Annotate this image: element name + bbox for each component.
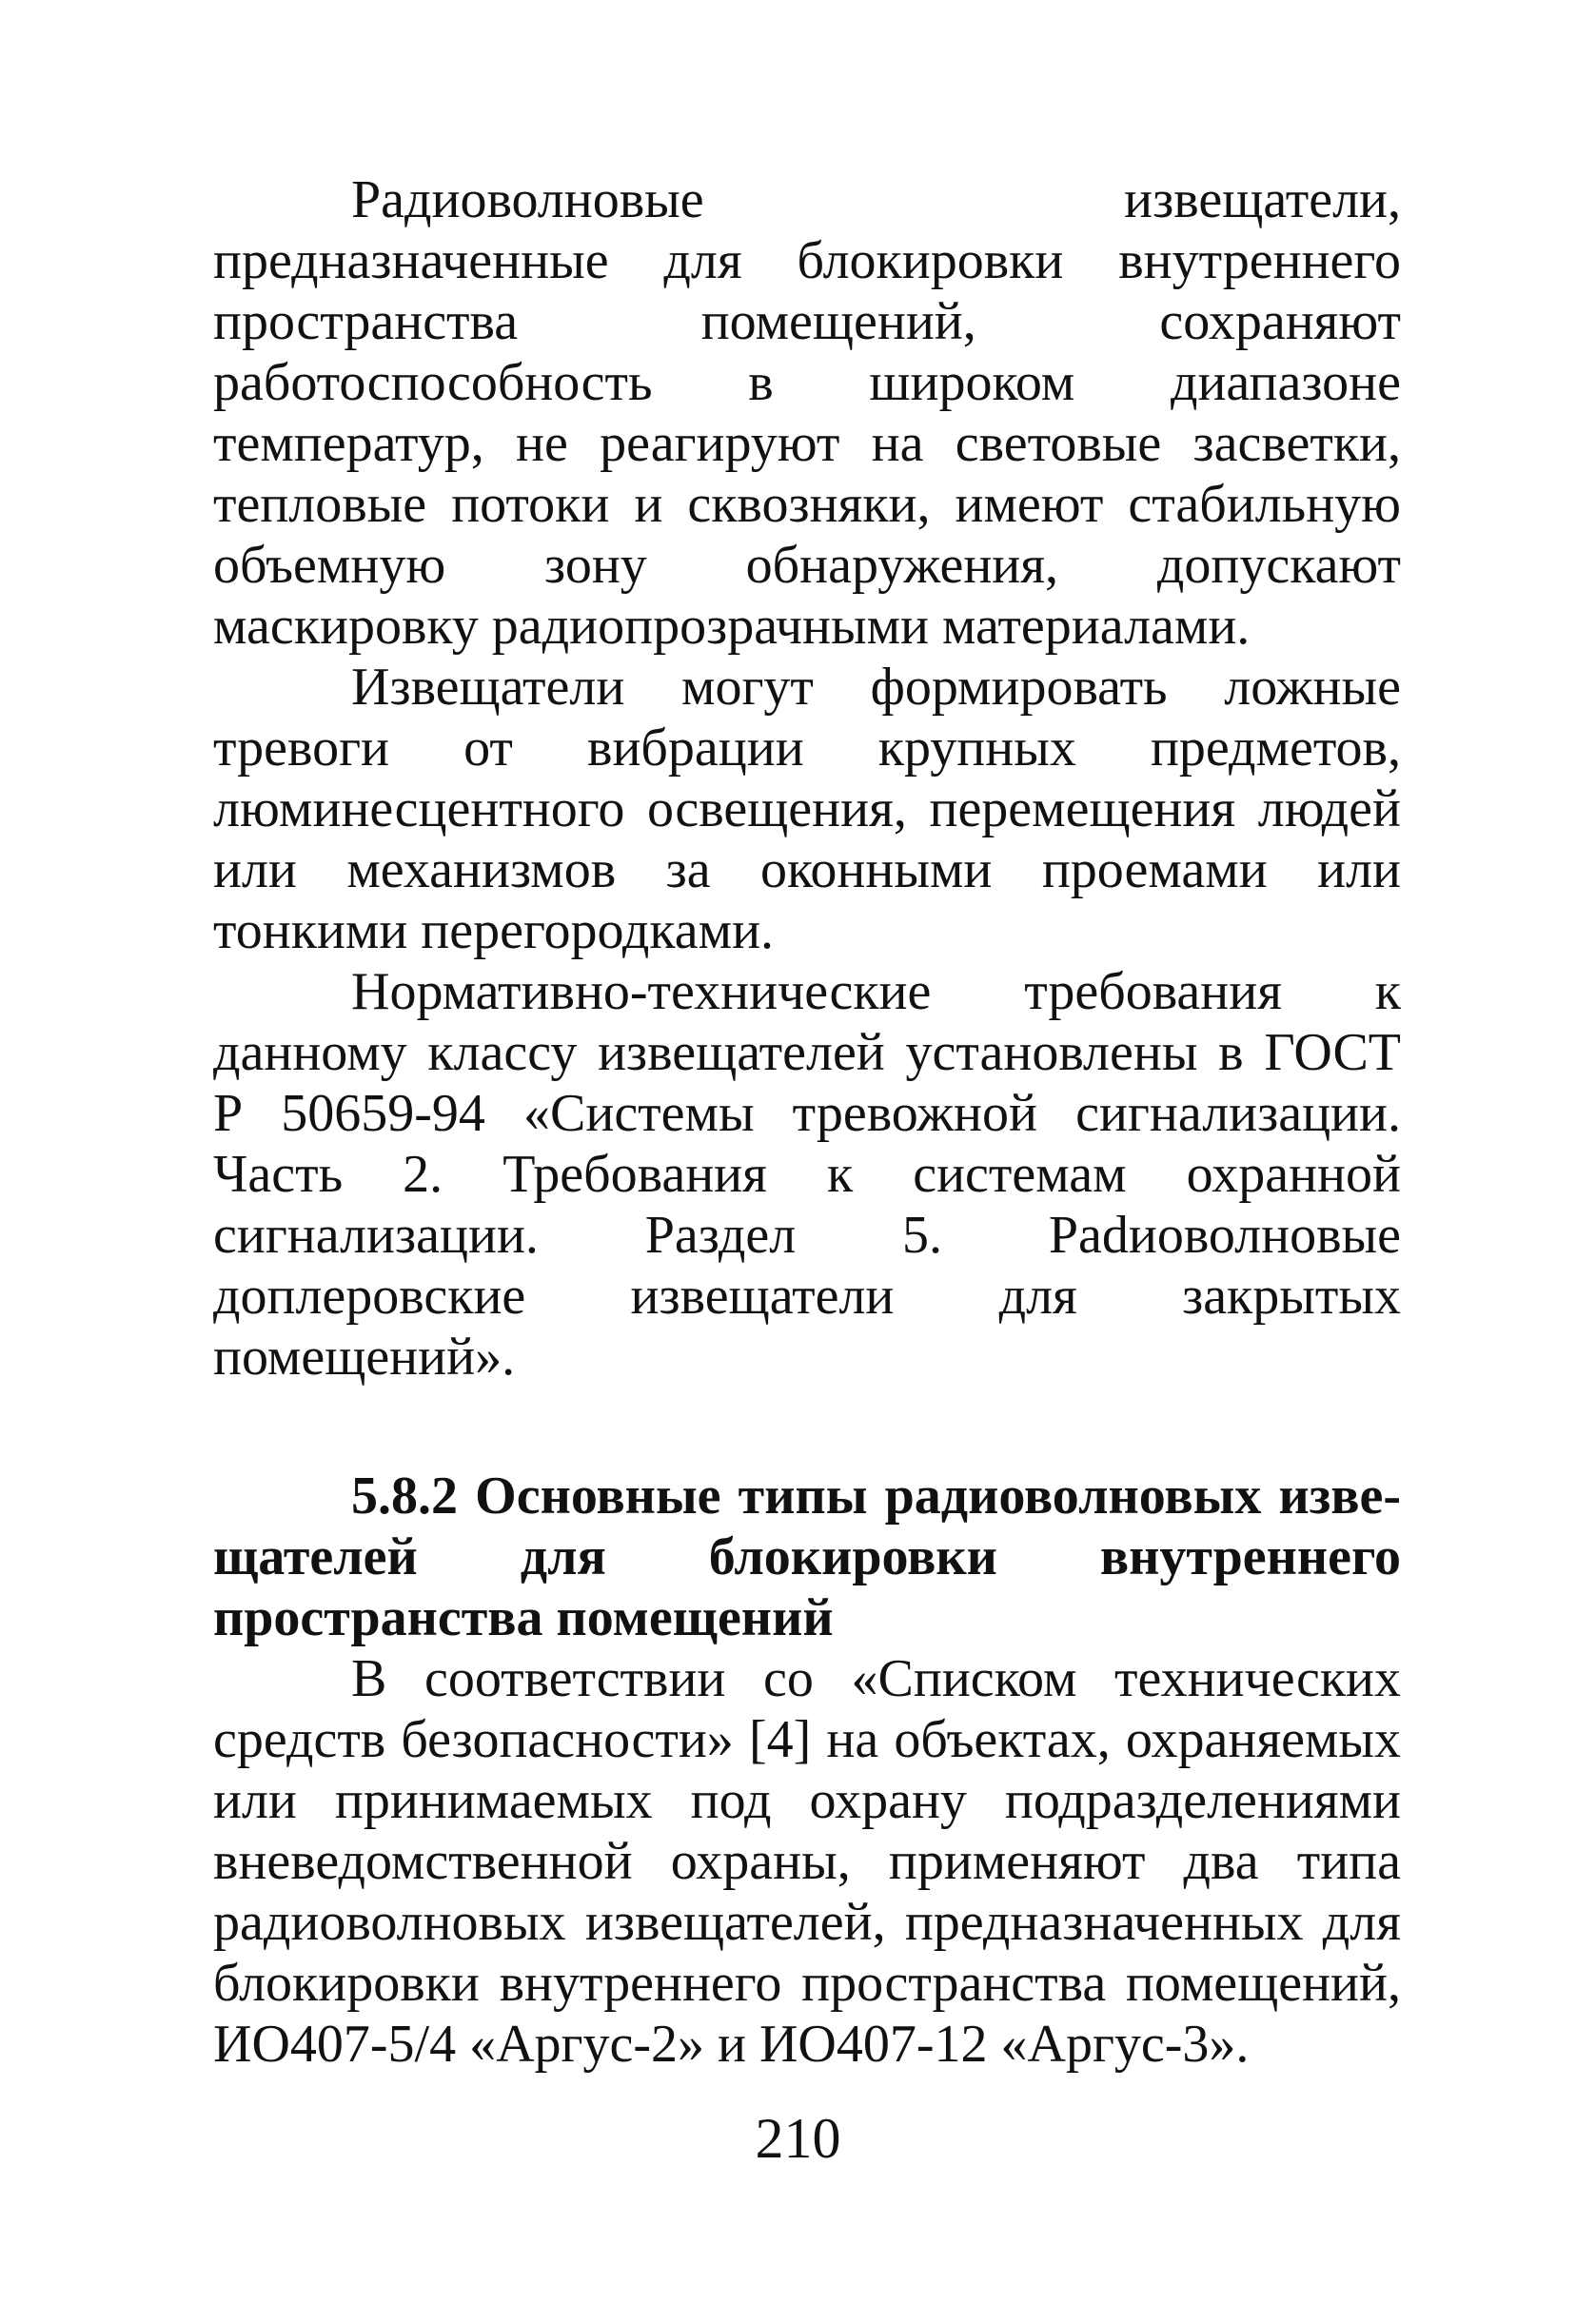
page-body bbox=[213, 169, 1401, 2075]
section-heading: 5.8.2 Основные типы радиоволновых извещателей для блокировки внутреннего пространства помещений bbox=[213, 1467, 1401, 1647]
page-number: 210 bbox=[755, 2107, 841, 2170]
paragraph-normative-requirements: Нормативно-технические требования к данному классу извещателей установлены в ГОСТ Р 50659-94 «Системы тревожной сигнализации. Часть 2. Требования к системам охранной сигнализации. Раздел 5. Раdиоволновые доплеровские извещатели для закрытых помещений». bbox=[213, 962, 1401, 1387]
paragraph-false-alarms: Извещатели могут формировать ложные тревоги от вибрации крупных предметов, люминесцентного освещения, перемещения людей или механизмов за оконными проемами или тонкими перегородками. bbox=[213, 658, 1401, 960]
paragraph-detector-types: В соответствии со «Списком технических средств безопасности» [4] на объектах, охраняемых или принимаемых под охрану подразделениями вневедомственной охраны, применяют два типа радиоволновых извещателей, предназначенных для блокировки внутреннего пространства помещений, ИО407-5/4 «Аргус-2» и ИО407-12 «Аргус-3». bbox=[213, 1649, 1401, 2074]
paragraph-radiowave-detectors: Радиоволновые извещатели, предназначенные для блокировки внутреннего пространства помещений, сохраняют работоспособность в широком диапазоне температур, не реагируют на световые засветки, тепловые потоки и сквозняки, имеют стабильную объемную зону обнаружения, допускают маскировку радиопрозрачными материалами. bbox=[213, 170, 1401, 656]
